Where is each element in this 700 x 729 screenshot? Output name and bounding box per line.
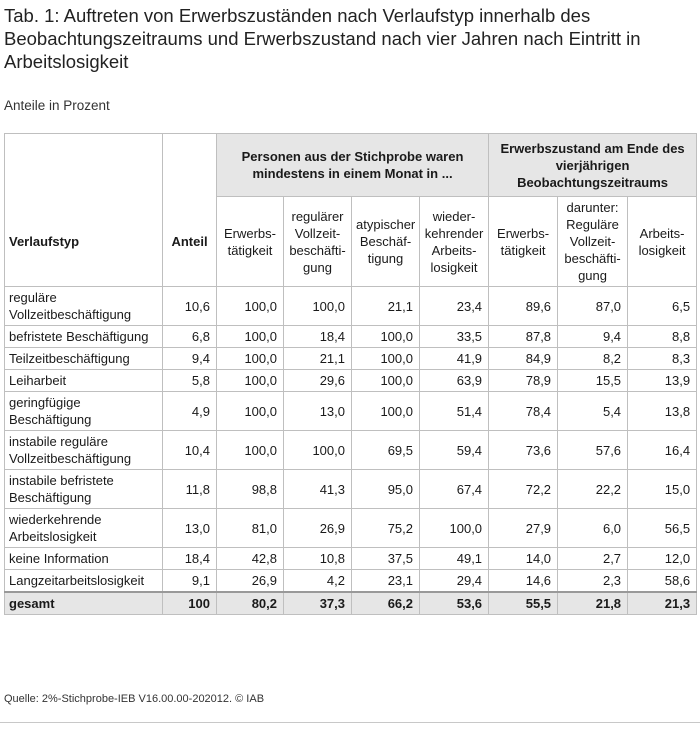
- table-cell: 29,6: [284, 370, 352, 392]
- table-row: [5, 570, 697, 593]
- table-cell: 78,9: [489, 370, 558, 392]
- table-cell: 72,2: [489, 470, 558, 509]
- table-cell: 98,8: [217, 470, 284, 509]
- table-row: [5, 287, 697, 326]
- table-cell: 8,2: [558, 348, 628, 370]
- col-header: regulärer Vollzeit-beschäfti-gung: [284, 197, 352, 287]
- table-cell: 41,3: [284, 470, 352, 509]
- table-cell: 9,1: [163, 570, 217, 593]
- table-cell: 58,6: [628, 570, 697, 593]
- table-cell: 100,0: [217, 431, 284, 470]
- table-cell: 14,6: [489, 570, 558, 593]
- table-cell: 57,6: [558, 431, 628, 470]
- header-group-erwerbszustand: Erwerbszustand am Ende des vierjährigen Beobachtungszeitraums: [489, 134, 697, 197]
- table-title: Tab. 1: Auftreten von Erwerbszuständen nach Verlaufstyp innerhalb des Beobachtungszeitraums und Erwerbszustand nach vier Jahren nach Eintritt in Arbeitslosigkeit: [4, 5, 641, 72]
- table-cell: 100,0: [284, 287, 352, 326]
- table-cell: 6,5: [628, 287, 697, 326]
- table-cell: 6,8: [163, 326, 217, 348]
- table-cell: 6,0: [558, 509, 628, 548]
- table-cell: 78,4: [489, 392, 558, 431]
- table-cell: 59,4: [420, 431, 489, 470]
- table-cell: 37,5: [352, 548, 420, 570]
- col-header: Erwerbs-tätigkeit: [217, 197, 284, 287]
- table-cell: 63,9: [420, 370, 489, 392]
- table-cell: 100,0: [352, 326, 420, 348]
- table-cell: 9,4: [163, 348, 217, 370]
- table-row: [5, 509, 697, 548]
- table-cell: 81,0: [217, 509, 284, 548]
- table-cell: 21,3: [628, 592, 697, 615]
- table-cell: 2,3: [558, 570, 628, 593]
- table-cell: 5,4: [558, 392, 628, 431]
- table-cell: 66,2: [352, 592, 420, 615]
- table-row: [5, 392, 697, 431]
- table-cell: 100: [163, 592, 217, 615]
- bottom-divider: [0, 722, 700, 723]
- table-cell: 18,4: [163, 548, 217, 570]
- table-cell: 49,1: [420, 548, 489, 570]
- table-subtitle: Anteile in Prozent: [4, 98, 110, 113]
- table-cell: 100,0: [352, 348, 420, 370]
- table-cell: 21,8: [558, 592, 628, 615]
- table-cell: 14,0: [489, 548, 558, 570]
- table-cell: 4,2: [284, 570, 352, 593]
- header-anteil: Anteil: [163, 134, 217, 287]
- table-cell: 13,0: [163, 509, 217, 548]
- row-label: instabile befristete Beschäftigung: [5, 470, 163, 509]
- table-cell: 10,4: [163, 431, 217, 470]
- table-cell: 100,0: [352, 370, 420, 392]
- table-cell: 13,0: [284, 392, 352, 431]
- row-label: Teilzeitbeschäftigung: [5, 348, 163, 370]
- table-cell: 75,2: [352, 509, 420, 548]
- col-header: darunter: Reguläre Vollzeit-beschäfti-gung: [558, 197, 628, 287]
- table-cell: 10,8: [284, 548, 352, 570]
- table-row: [5, 470, 697, 509]
- table-body: [5, 287, 697, 615]
- table-cell: 100,0: [217, 326, 284, 348]
- table-cell: 23,1: [352, 570, 420, 593]
- table-cell: 100,0: [217, 287, 284, 326]
- table-cell: 67,4: [420, 470, 489, 509]
- row-label: Leiharbeit: [5, 370, 163, 392]
- table-cell: 13,9: [628, 370, 697, 392]
- row-label: reguläre Vollzeitbeschäftigung: [5, 287, 163, 326]
- table-row: [5, 326, 697, 348]
- table-cell: 18,4: [284, 326, 352, 348]
- table-cell: 73,6: [489, 431, 558, 470]
- row-label: gesamt: [5, 592, 163, 615]
- table-cell: 69,5: [352, 431, 420, 470]
- table-cell: 100,0: [420, 509, 489, 548]
- header-group-stichprobe: Personen aus der Stichprobe waren mindestens in einem Monat in ...: [217, 134, 489, 197]
- table-cell: 42,8: [217, 548, 284, 570]
- table-row: [5, 348, 697, 370]
- col-header: atypischer Beschäf-tigung: [352, 197, 420, 287]
- table-cell: 100,0: [217, 392, 284, 431]
- table-cell: 8,3: [628, 348, 697, 370]
- table-cell: 100,0: [217, 370, 284, 392]
- table-cell: 8,8: [628, 326, 697, 348]
- col-header: wieder-kehrender Arbeits-losigkeit: [420, 197, 489, 287]
- table-cell: 11,8: [163, 470, 217, 509]
- table-cell: 100,0: [352, 392, 420, 431]
- table-cell: 21,1: [352, 287, 420, 326]
- table-cell: 87,8: [489, 326, 558, 348]
- table-cell: 9,4: [558, 326, 628, 348]
- table-cell: 21,1: [284, 348, 352, 370]
- table-row: [5, 370, 697, 392]
- table-cell: 100,0: [284, 431, 352, 470]
- table-cell: 33,5: [420, 326, 489, 348]
- row-label: geringfügige Beschäftigung: [5, 392, 163, 431]
- col-header: Arbeits-losigkeit: [628, 197, 697, 287]
- table-cell: 10,6: [163, 287, 217, 326]
- table-cell: 55,5: [489, 592, 558, 615]
- table-cell: 13,8: [628, 392, 697, 431]
- table-cell: 80,2: [217, 592, 284, 615]
- table-cell: 84,9: [489, 348, 558, 370]
- table-cell: 53,6: [420, 592, 489, 615]
- source-note: Quelle: 2%-Stichprobe-IEB V16.00.00-202012. © IAB: [4, 693, 265, 705]
- header-verlaufstyp: Verlaufstyp: [5, 134, 163, 287]
- table-cell: 56,5: [628, 509, 697, 548]
- table-cell: 4,9: [163, 392, 217, 431]
- row-label: instabile reguläre Vollzeitbeschäftigung: [5, 431, 163, 470]
- table-cell: 22,2: [558, 470, 628, 509]
- table-cell: 87,0: [558, 287, 628, 326]
- table-cell: 26,9: [284, 509, 352, 548]
- table-cell: 26,9: [217, 570, 284, 593]
- table-cell: 89,6: [489, 287, 558, 326]
- table-row: [5, 548, 697, 570]
- table-cell: 51,4: [420, 392, 489, 431]
- table-cell: 100,0: [217, 348, 284, 370]
- table-cell: 12,0: [628, 548, 697, 570]
- table-cell: 27,9: [489, 509, 558, 548]
- table-cell: 2,7: [558, 548, 628, 570]
- row-label: keine Information: [5, 548, 163, 570]
- row-label: Langzeitarbeitslosigkeit: [5, 570, 163, 593]
- col-header: Erwerbs-tätigkeit: [489, 197, 558, 287]
- data-table: [4, 133, 697, 615]
- table-row-total: [5, 592, 697, 615]
- row-label: wiederkehrende Arbeitslosigkeit: [5, 509, 163, 548]
- row-label: befristete Beschäftigung: [5, 326, 163, 348]
- table-cell: 5,8: [163, 370, 217, 392]
- table-cell: 23,4: [420, 287, 489, 326]
- table-cell: 16,4: [628, 431, 697, 470]
- table-cell: 15,5: [558, 370, 628, 392]
- table-cell: 37,3: [284, 592, 352, 615]
- table-cell: 15,0: [628, 470, 697, 509]
- table-cell: 95,0: [352, 470, 420, 509]
- table-cell: 41,9: [420, 348, 489, 370]
- table-row: [5, 431, 697, 470]
- table-cell: 29,4: [420, 570, 489, 593]
